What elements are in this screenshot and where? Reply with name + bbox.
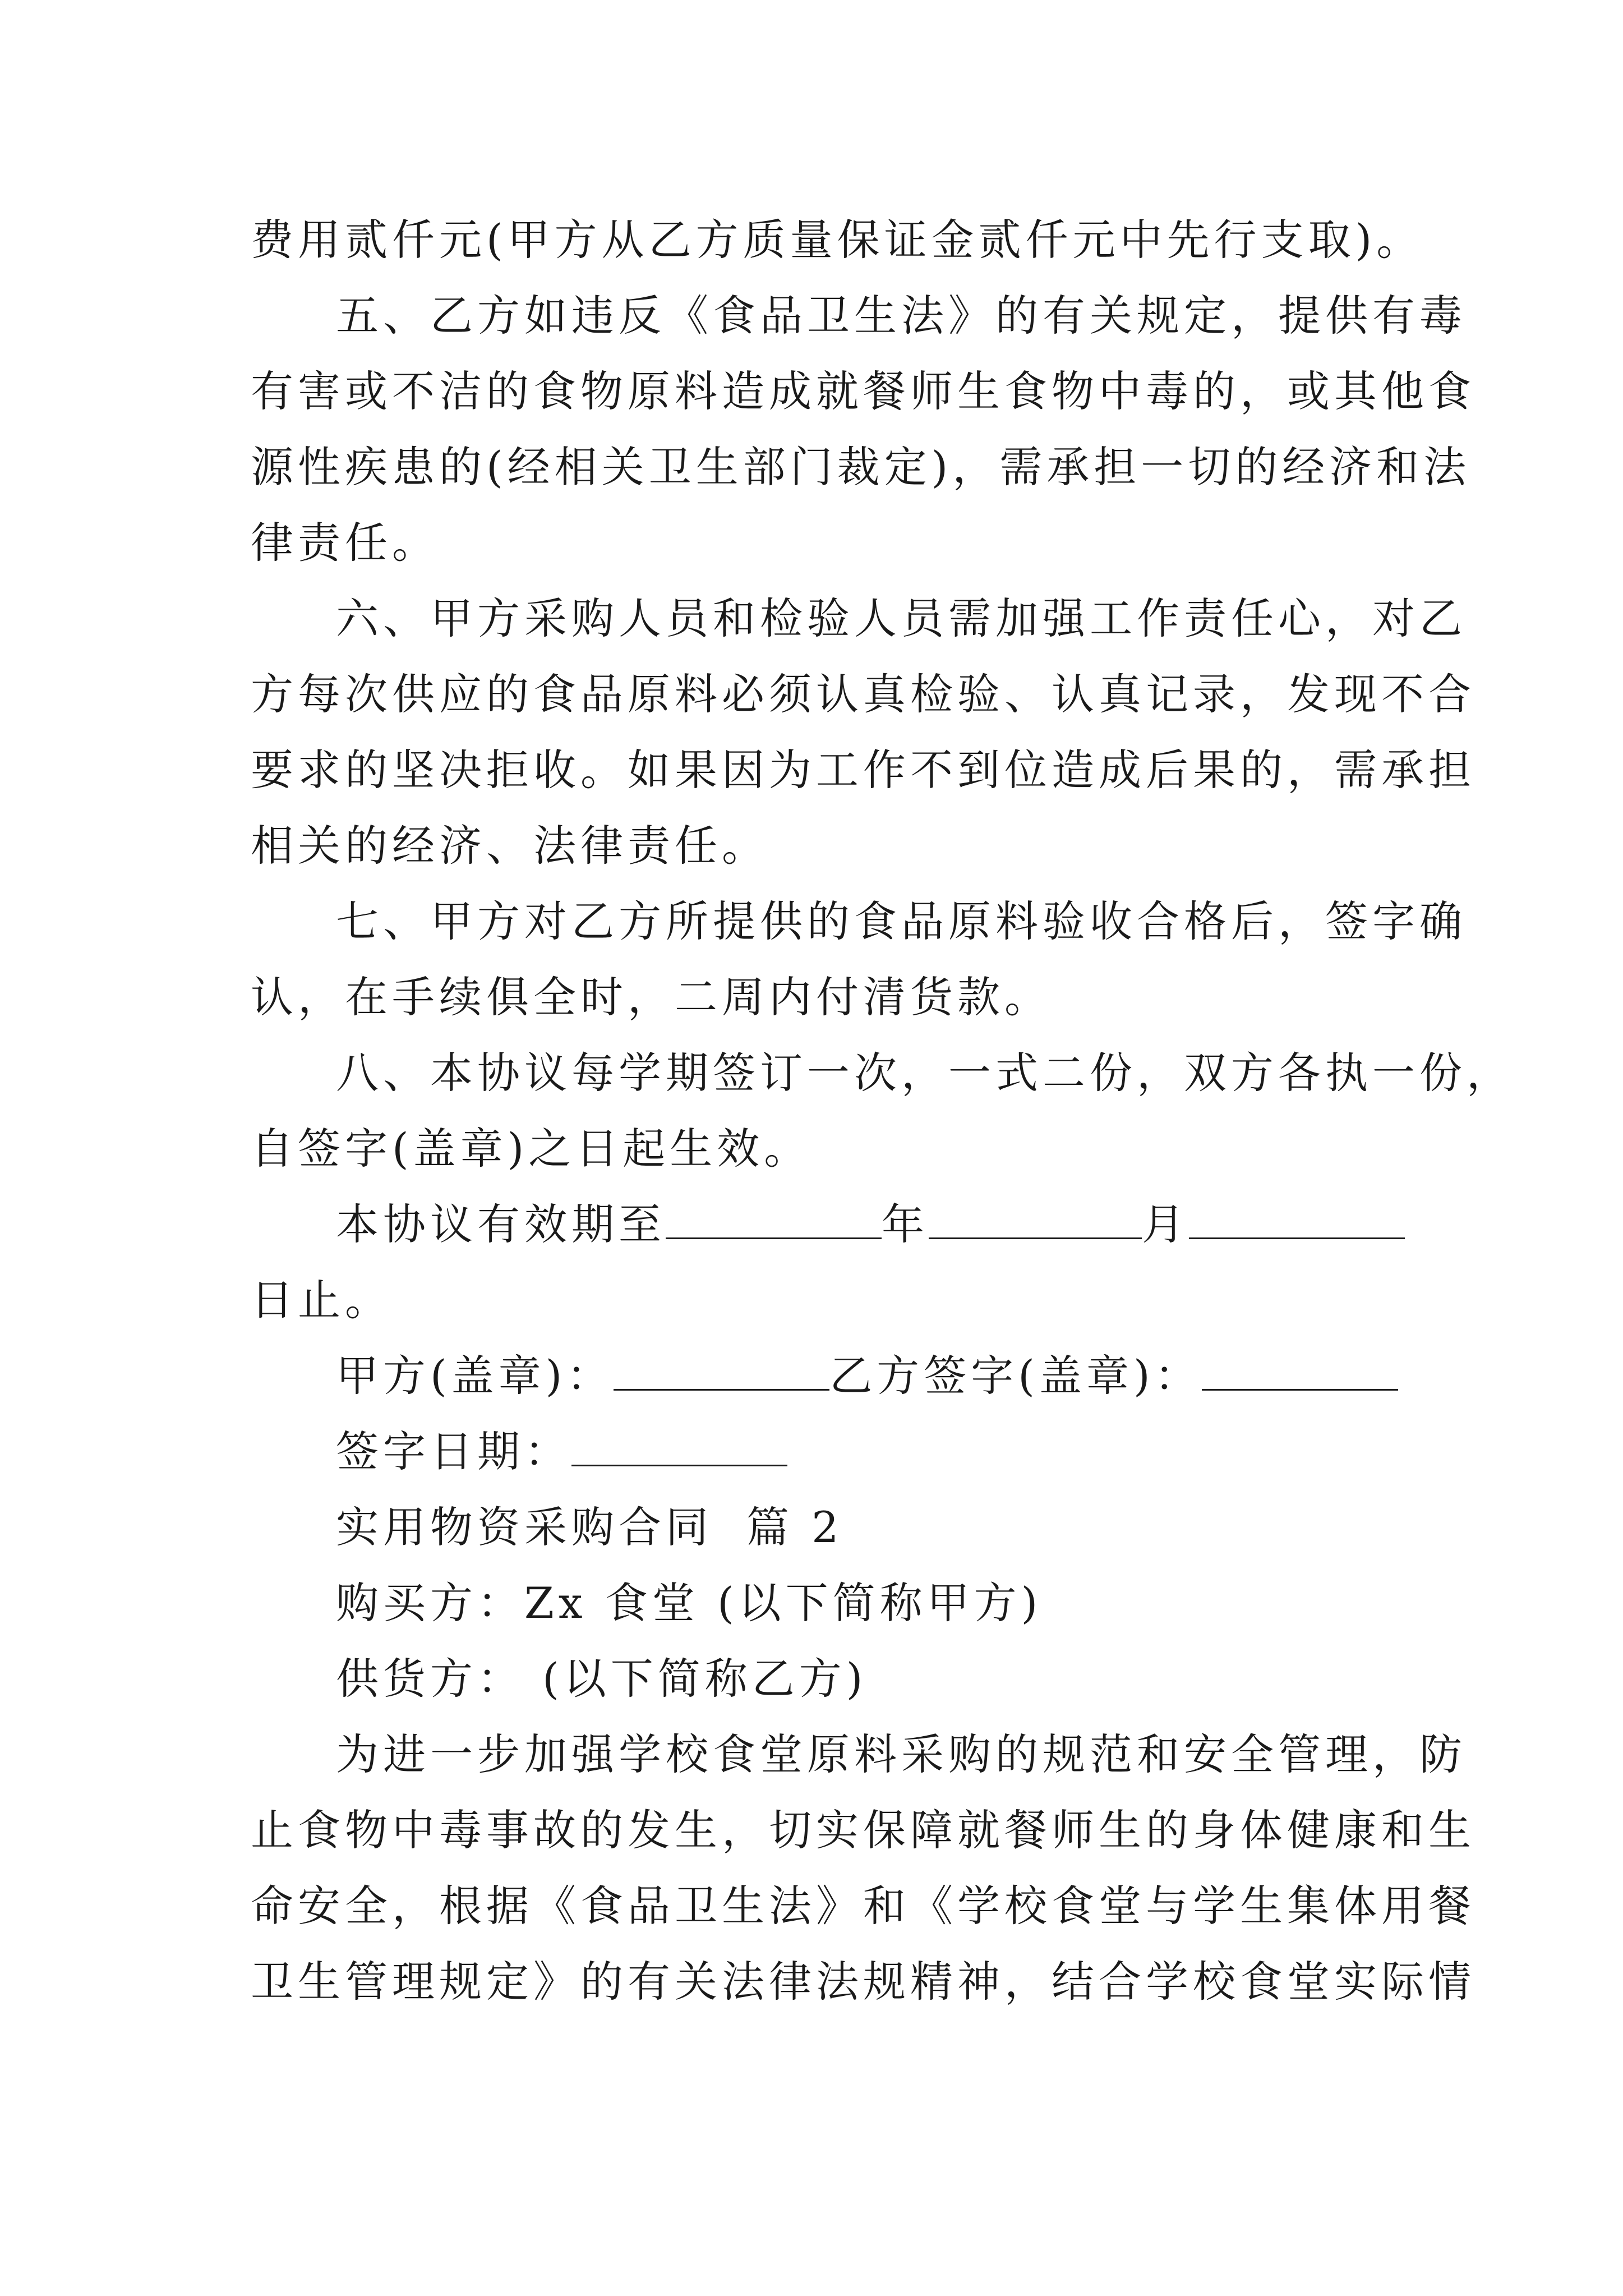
- section-heading: [251, 1489, 1389, 1565]
- signature-line: [251, 1338, 1389, 1414]
- year-blank: [666, 1189, 882, 1239]
- paragraph-line: 要求的坚决拒收。如果因为工作不到位造成后果的，需承担: [251, 745, 1476, 795]
- party-a-label: 甲方(盖章)：: [336, 1351, 614, 1401]
- paragraph-line: 日止。: [251, 1275, 392, 1325]
- paragraph-line: 律责任。: [251, 518, 439, 568]
- paragraph-line: 卫生管理规定》的有关法律法规精神，结合学校食堂实际情: [251, 1957, 1476, 2007]
- party-b-blank: [1202, 1341, 1398, 1391]
- sign-date-blank: [571, 1416, 787, 1466]
- paragraph-line: 源性疾患的(经相关卫生部门裁定)，需承担一切的经济和法: [251, 442, 1471, 492]
- sign-date-label: 签字日期：: [336, 1427, 571, 1476]
- paragraph-line: 费用贰仟元(甲方从乙方质量保证金贰仟元中先行支取)。: [251, 215, 1424, 265]
- validity-prefix: 本协议有效期至: [336, 1199, 666, 1249]
- day-blank: [1189, 1189, 1405, 1239]
- clause-five-line: 五、乙方如违反《食品卫生法》的有关规定，提供有毒: [336, 291, 1467, 341]
- section-title: 实用物资采购合同: [336, 1502, 713, 1552]
- year-label: 年: [882, 1199, 929, 1249]
- paragraph-line: 方每次供应的食品原料必须认真检验、认真记录，发现不合: [251, 669, 1476, 719]
- validity-line: [251, 1186, 1389, 1262]
- party-a-blank: [614, 1341, 829, 1391]
- buyer-line: 购买方：Zx 食堂 (以下简称甲方): [336, 1578, 1043, 1628]
- paragraph-line: 止食物中毒事故的发生，切实保障就餐师生的身体健康和生: [251, 1805, 1476, 1855]
- paragraph-line: 相关的经济、法律责任。: [251, 821, 769, 871]
- section-number: 篇 2: [746, 1502, 843, 1552]
- month-blank: [929, 1189, 1142, 1239]
- clause-eight-line: 八、本协议每学期签订一次，一式二份，双方各执一份，: [336, 1048, 1514, 1098]
- paragraph-line: 有害或不洁的食物原料造成就餐师生食物中毒的，或其他食: [251, 366, 1476, 416]
- party-b-label: 乙方签字(盖章)：: [829, 1351, 1202, 1401]
- paragraph-line: 自签字(盖章)之日起生效。: [251, 1124, 811, 1174]
- document-page: [251, 202, 1514, 2019]
- clause-six-line: 六、甲方采购人员和检验人员需加强工作责任心，对乙: [336, 593, 1467, 643]
- intro-line: 为进一步加强学校食堂原料采购的规范和安全管理，防: [336, 1729, 1467, 1779]
- sign-date-line: [251, 1414, 1389, 1489]
- supplier-line: 供货方： (以下简称乙方): [336, 1654, 868, 1704]
- paragraph-line: 命安全，根据《食品卫生法》和《学校食堂与学生集体用餐: [251, 1881, 1476, 1931]
- paragraph-line: 认，在手续俱全时，二周内付清货款。: [251, 972, 1052, 1022]
- month-label: 月: [1142, 1199, 1189, 1249]
- clause-seven-line: 七、甲方对乙方所提供的食品原料验收合格后，签字确: [336, 896, 1467, 946]
